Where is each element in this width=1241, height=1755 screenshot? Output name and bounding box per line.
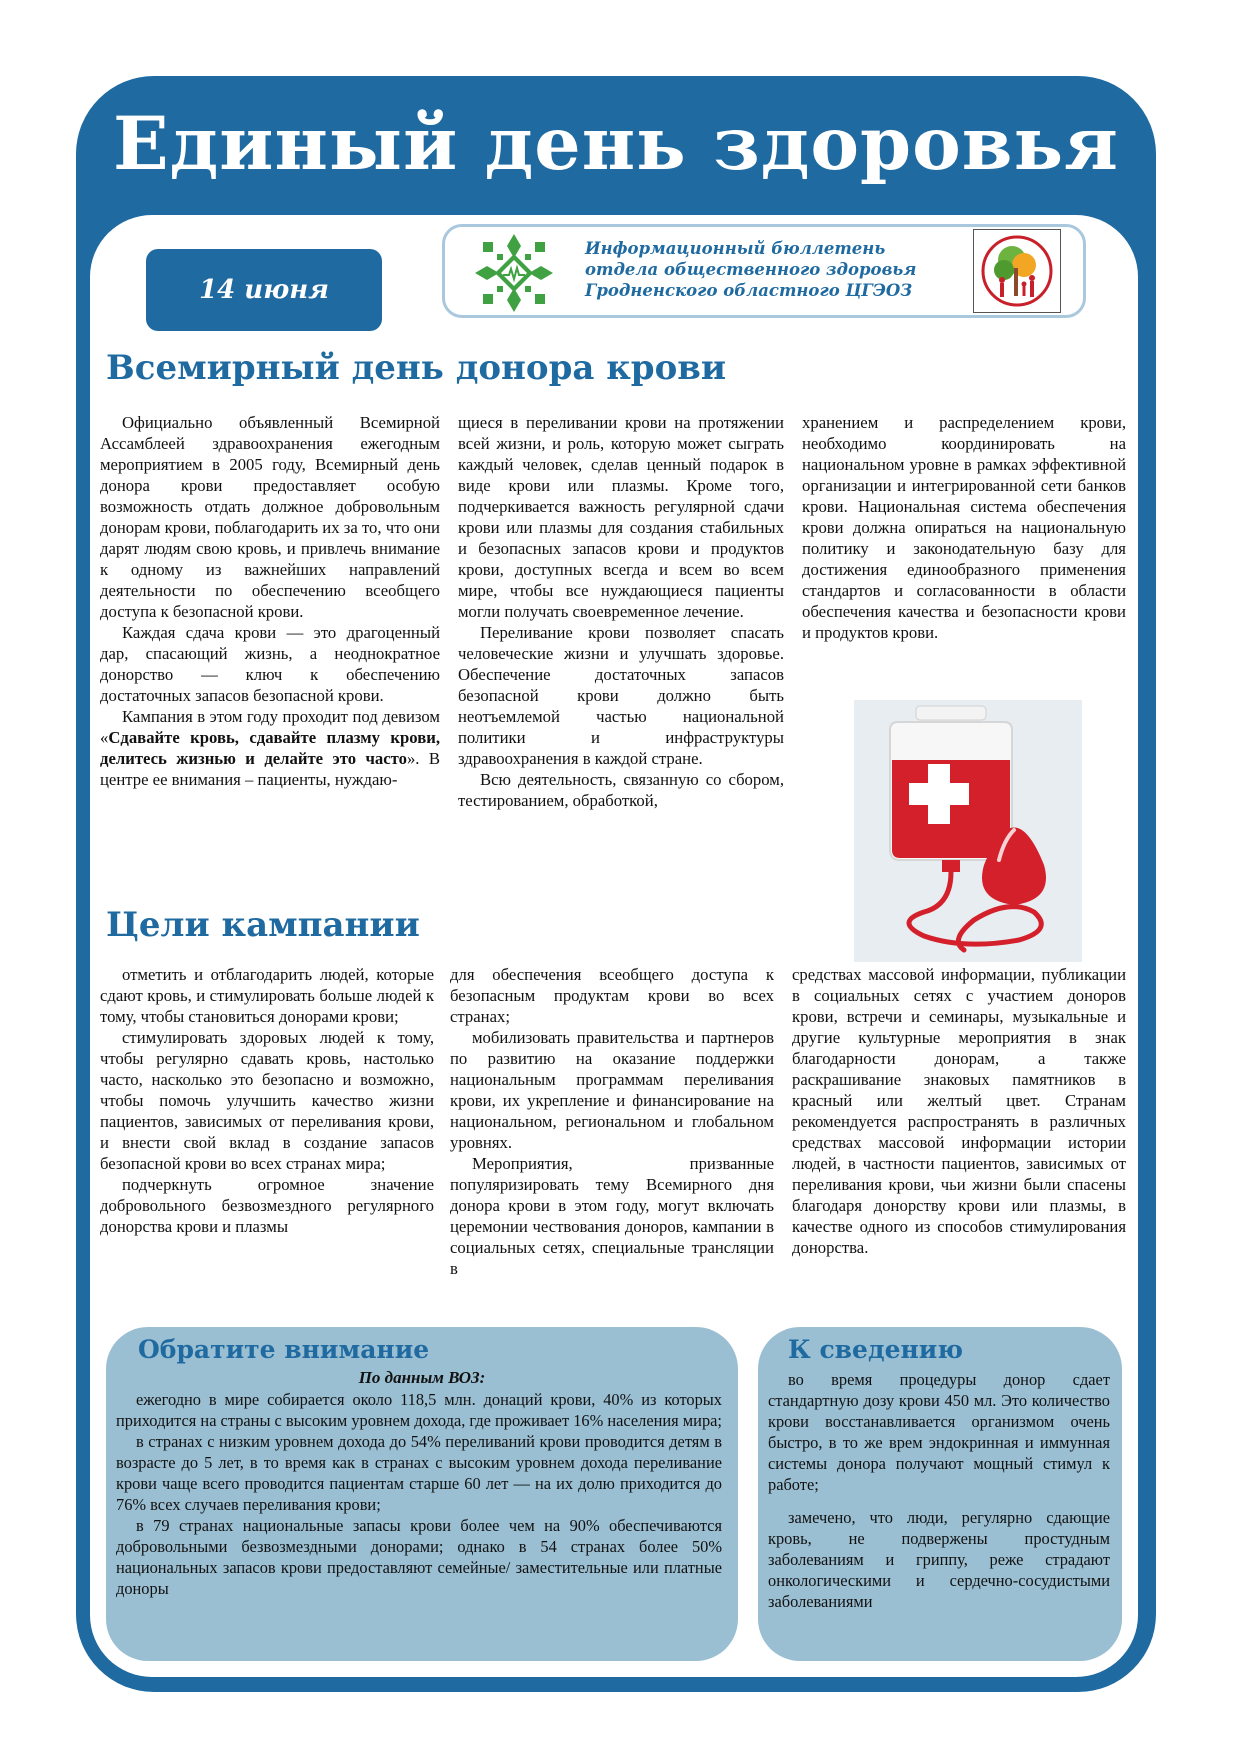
paragraph: в странах с низким уровнем дохода до 54% переливаний крови проводится детям в возрасте до 5 лет, в то время как в странах с высоким уровнем дохода переливание крови чаще всего проводится пациентам старше 60 лет — на их долю приходится до 76% всех случаев переливания крови; bbox=[116, 1432, 722, 1514]
health-logo bbox=[973, 229, 1061, 313]
info-title: К сведению bbox=[788, 1335, 963, 1364]
notice-subtitle: По данным ВОЗ: bbox=[358, 1368, 486, 1387]
paragraph: Официально объявленный Всемирной Ассамблеей здравоохранения ежегодным мероприятием в 2005 году, Всемирный день донора крови предоставляет особую возможность отдать должное добровольным донорам крови, поблагодарить их за то, что они дарят людям свою кровь, и привлечь внимание к одному из важнейших направлений деятельности по обеспечению всеобщего доступа к безопасной крови. bbox=[100, 413, 440, 621]
paragraph: Мероприятия, призванные популяризировать тему Всемирного дня донора крови в этом году, могут включать церемонии чествования доноров, кампании в социальных сетях, специальные трансляции в bbox=[450, 1154, 774, 1278]
text-fragment: Кампания в этом году проходит под девизом « bbox=[100, 707, 440, 747]
paragraph: стимулировать здоровых людей к тому, чтобы регулярно сдавать кровь, настолько часто, насколько это безопасно и возможно, чтобы помочь улучшить качество жизни пациентов, зависимых от переливания крови, и внести свой вклад в создание запасов безопасной крови во всех странах мира; bbox=[100, 1028, 434, 1173]
paragraph: отметить и отблагодарить людей, которые сдают кровь, и стимулировать больше людей к тому, чтобы становиться донорами крови; bbox=[100, 965, 434, 1026]
bulletin-header bbox=[442, 224, 1086, 318]
ornament-emblem-icon bbox=[473, 232, 555, 314]
paragraph: щиеся в переливании крови на протяжении всей жизни, и роль, которую может сыграть каждый человек, сделав ценный подарок в виде крови или плазмы. Кроме того, подчеркивается важность регулярной сдачи крови или плазмы для создания стабильных и безопасных запасов крови и продуктов крови, доступных всегда и всем во всем мире, чтобы все нуждающиеся пациенты могли получать своевременное лечение. bbox=[458, 413, 784, 621]
paragraph: Переливание крови позволяет спасать человеческие жизни и улучшать здоровье. Обеспечение достаточных запасов безопасной крови должно быть неотъемлемой частью национальной политики и инфраструктуры здравоохранения в каждой стране. bbox=[458, 623, 784, 768]
paragraph: Каждая сдача крови — это драгоценный дар, спасающий жизнь, а неоднократное донорство — ключ к обеспечению достаточных запасов безопасной крови. bbox=[100, 623, 440, 705]
section2-column-3 bbox=[792, 964, 1126, 1258]
section2-column-1 bbox=[100, 964, 434, 1237]
bulletin-line-2: отдела общественного здоровья bbox=[585, 260, 917, 279]
paragraph: во время процедуры донор сдает стандартную дозу крови 450 мл. Это количество крови восстанавливается организмом очень быстро, в то же врем эндокринная и иммунная системы донора получают мощный стимул к работе; bbox=[768, 1370, 1110, 1494]
section1-column-1 bbox=[100, 412, 440, 790]
info-text bbox=[768, 1369, 1110, 1612]
paragraph: средствах массовой информации, публикации в социальных сетях с участием доноров крови, встречи и семинары, музыкальные и другие культурные мероприятия в знак благодарности донорам, а также раскрашивание знаковых памятников в красный или желтый цвет. Странам рекомендуется распространять в различных средствах массовой информации истории людей, в частности пациентов, зависимых от переливания крови, чьи жизни были спасены благодаря донорству крови или плазмы, в качестве одного из способов стимулирования донорства. bbox=[792, 965, 1126, 1257]
blood-bag-illustration bbox=[854, 700, 1082, 962]
info-box bbox=[758, 1327, 1122, 1661]
section1-column-3 bbox=[802, 412, 1126, 643]
paragraph: Всю деятельность, связанную со сбором, тестированием, обработкой, bbox=[458, 770, 784, 810]
paragraph: в 79 странах национальные запасы крови более чем на 90% обеспечиваются добровольными безвозмездными донорами; однако в 54 странах более 50% национальных запасов крови предоставляют семейные/ заместительные или платные доноры bbox=[116, 1516, 722, 1598]
bulletin-line-3: Гродненского областного ЦГЭОЗ bbox=[585, 281, 913, 300]
paragraph: замечено, что люди, регулярно сдающие кровь, не подвержены простудным заболеваниям и гриппу, реже страдают онкологическими и сердечно-сосудистыми заболеваниями bbox=[768, 1508, 1110, 1611]
bulletin-line-1: Информационный бюллетень bbox=[585, 239, 886, 258]
paragraph: хранением и распределением крови, необходимо координировать на национальном уровне в рамках эффективной организации и интегрированной сети банков крови. Национальная система обеспечения крови должна опираться на национальную политику и законодательную базу для достижения единообразного применения стандартов и согласованности в области обеспечения качества и безопасности крови и продуктов крови. bbox=[802, 413, 1126, 642]
paragraph: для обеспечения всеобщего доступа к безопасным продуктам крови во всех странах; bbox=[450, 965, 774, 1026]
family-tree-icon bbox=[974, 230, 1060, 312]
notice-text bbox=[116, 1389, 722, 1599]
section2-column-2 bbox=[450, 964, 774, 1279]
section1-column-2 bbox=[458, 412, 784, 811]
notice-box bbox=[106, 1327, 738, 1661]
paragraph bbox=[100, 706, 440, 790]
date-badge: 14 июня bbox=[146, 249, 382, 331]
bulletin-text bbox=[585, 238, 965, 301]
blood-bag-icon bbox=[854, 700, 1082, 962]
paragraph: ежегодно в мире собирается около 118,5 млн. донаций крови, 40% из которых приходится на страны с высоким уровнем дохода, где проживает 16% населения мира; bbox=[116, 1390, 722, 1430]
page-title: Единый день здоровья bbox=[113, 101, 1119, 187]
paragraph: подчеркнуть огромное значение добровольного безвозмездного регулярного донорства крови и плазмы bbox=[100, 1175, 434, 1236]
notice-title: Обратите внимание bbox=[138, 1335, 430, 1364]
section-heading-campaign-goals: Цели кампании bbox=[106, 905, 420, 945]
paragraph: мобилизовать правительства и партнеров по развитию на оказание поддержки национальным программам переливания крови, их укрепление и финансирование на национальном, региональном и глобальном уровнях. bbox=[450, 1028, 774, 1152]
section-heading-donor-day: Всемирный день донора крови bbox=[106, 348, 727, 388]
text-fragment: ». В центре ее внимания – пациенты, нуждаю- bbox=[100, 749, 440, 789]
campaign-slogan: Сдавайте кровь, сдавайте плазму крови, делитесь жизнью и делайте это часто bbox=[100, 728, 440, 768]
